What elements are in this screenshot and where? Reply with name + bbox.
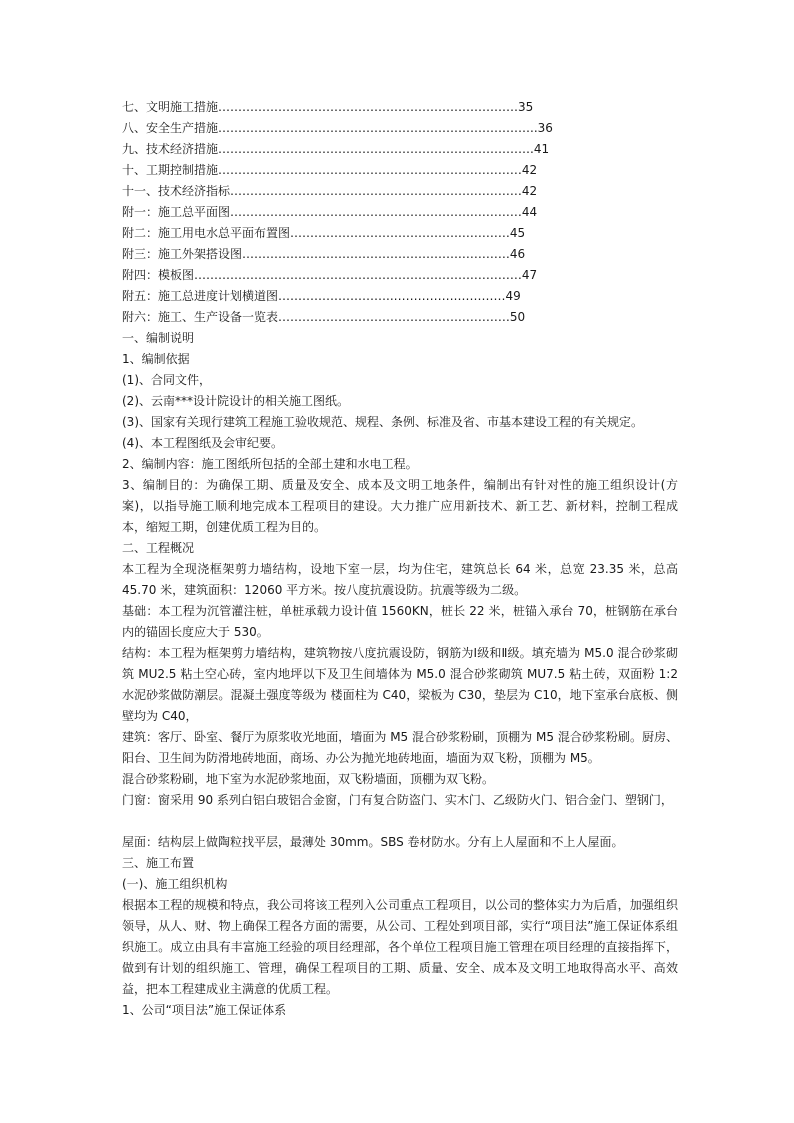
subsection-heading: 1、公司“项目法”施工保证体系 [122, 1003, 287, 1017]
paragraph: 根据本工程的规模和特点，我公司将该工程列入公司重点工程项目，以公司的整体实力为后盾，加强组织领导，从人、财、物上确保工程各方面的需要，从公司、工程处到项目部，实行“项目法”施工保证体系组织施工。成立由具有丰富施工经验的项目经理部，各个单位工程项目施工管理在项目经理的直接指挥下，做到有计划的组织施工、管理，确保工程项目的工期、质量、安全、成本及文明工地取得高水平、高效益，把本工程建成业主满意的优质工程。 [122, 898, 678, 996]
table-of-contents [122, 97, 678, 328]
paragraph: 基础：本工程为沉管灌注桩，单桩承载力设计值 1560KN，桩长 22 米，桩锚入承台 70，桩钢筋在承台内的锚固长度应大于 530。 [122, 604, 678, 639]
paragraph: 3、编制目的：为确保工期、质量及安全、成本及文明工地条件，编制出有针对性的施工组织设计(方案)，以指导施工顺利地完成本工程项目的建设。大力推广应用新技术、新工艺、新材料，控制工程成本，缩短工期，创建优质工程为目的。 [122, 478, 678, 534]
toc-entry: 附二：施工用电水总平面布置图…………………………………….…………45 [122, 226, 526, 240]
document-page [122, 97, 678, 1021]
paragraph: 2、编制内容：施工图纸所包括的全部土建和水电工程。 [122, 457, 418, 471]
toc-entry: 附三：施工外架搭设图……………………………………………….…………46 [122, 247, 526, 261]
paragraph: 门窗：窗采用 90 系列白铝白玻铝合金窗，门有复合防盗门、实木门、乙级防火门、铝合金门、塑钢门， [122, 793, 673, 807]
list-item: (4)、本工程图纸及会审纪要。 [122, 436, 283, 450]
paragraph: 屋面：结构层上做陶粒找平层，最薄处 30mm。SBS 卷材防水。分有上人屋面和不上人屋面。 [122, 835, 624, 849]
subsection-heading: (一)、施工组织机构 [122, 877, 228, 891]
subsection-heading: 1、编制依据 [122, 352, 190, 366]
paragraph: 本工程为全现浇框架剪力墙结构，设地下室一层，均为住宅，建筑总长 64 米，总宽 23.35 米，总高 45.70 米，建筑面积：12060 平方米。按八度抗震设防。抗震等级为二级。 [122, 562, 678, 597]
toc-entry: 十一、技术经济指标…………………………………………………….…………42 [122, 184, 538, 198]
toc-entry: 附一：施工总平面图…………………………………………………….…………44 [122, 205, 538, 219]
section-heading: 一、编制说明 [122, 331, 195, 345]
section-heading: 二、工程概况 [122, 541, 195, 555]
paragraph: 建筑：客厅、卧室、餐厅为原浆收光地面，墙面为 M5 混合砂浆粉刷，顶棚为 M5 混合砂浆粉刷。厨房、阳台、卫生间为防滑地砖地面，商场、办公为抛光地砖地面，墙面为双飞粉，顶棚为 M5。 [122, 730, 678, 765]
toc-entry: 八、安全生产措施……………………………………………………………………..36 [122, 121, 553, 135]
section-heading: 三、施工布置 [122, 856, 195, 870]
toc-entry: 九、技术经济措施…………………………………………………………………….41 [122, 142, 550, 156]
toc-entry: 附四：模板图…………………………………………………………….…………47 [122, 268, 538, 282]
toc-entry: 附五：施工总进度计划横道图………………………..…………….…………49 [122, 289, 521, 303]
toc-entry: 七、文明施工措施…………………………………………………………………35 [122, 100, 534, 114]
toc-entry: 附六：施工、生产设备一览表……………………………………….…………50 [122, 310, 526, 324]
list-item: (1)、合同文件， [122, 373, 211, 387]
paragraph: 结构：本工程为框架剪力墙结构，建筑物按八度抗震设防，钢筋为Ⅰ级和Ⅱ级。填充墙为 M5.0 混合砂浆砌筑 MU2.5 粘土空心砖，室内地坪以下及卫生间墙体为 M5.0 混合砂浆砌筑 MU7.5 粘土砖，双面粉 1:2 水泥砂浆做防潮层。混凝土强度等级为 楼面柱为 C40，梁板为 C30，垫层为 C10，地下室承台底板、侧壁均为 C40， [122, 646, 678, 723]
paragraph: 混合砂浆粉刷，地下室为水泥砂浆地面，双飞粉墙面，顶棚为双飞粉。 [122, 772, 495, 786]
list-item: (3)、国家有关现行建筑工程施工验收规范、规程、条例、标准及省、市基本建设工程的有关规定。 [122, 415, 644, 429]
list-item: (2)、云南***设计院设计的相关施工图纸。 [122, 394, 349, 408]
blank-line [122, 811, 678, 832]
toc-entry: 十、工期控制措施……………………………………………………….…………42 [122, 163, 538, 177]
